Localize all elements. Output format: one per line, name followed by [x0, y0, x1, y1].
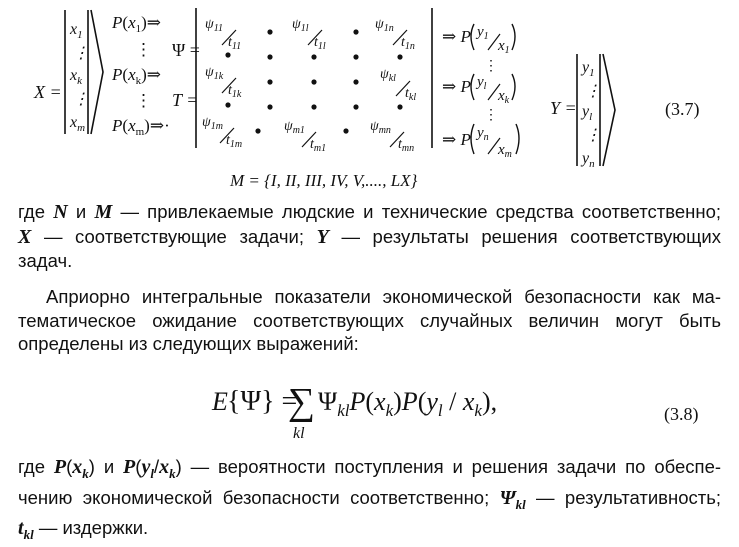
paragraph-1 — [18, 200, 721, 273]
svg-text:ψ1m: $\psi_{1m}$ — [202, 115, 223, 132]
equation-number-3-8: (3.8) — [664, 404, 699, 424]
matrix-bracket — [196, 8, 432, 148]
svg-text:⇒ P: ⇒ P — [442, 27, 471, 46]
svg-text:ψ1l: $\psi_{1l}$ — [292, 17, 309, 34]
paragraph-3-line-2: чению экономической безопасности соответственно; $\Psi_{kl}$ — результативность; — [18, 486, 721, 512]
svg-text:P(xk)⇒: $P(x_k)\Rightarrow$ — [112, 65, 162, 87]
svg-text:ψ1k: $\psi_{1k}$ — [205, 65, 224, 82]
result-probabilities — [442, 24, 519, 160]
paragraph-1-line-1: где N и M — привлекаемые людские и технические средства соответственно; — [18, 201, 721, 223]
y-vector-label: Y = — [550, 98, 577, 118]
svg-text:ψmn: $\psi_{mn}$ — [370, 119, 391, 136]
svg-text:t11: $t_{11}$ — [228, 35, 242, 52]
svg-text:xm: $x_m$ — [498, 142, 512, 160]
paragraph-2 — [18, 285, 721, 356]
paragraph-3-line-3: $t_{kl}$ — издержки. — [18, 517, 149, 542]
svg-text:⋮: ⋮ — [135, 40, 152, 59]
probability-column — [111, 13, 170, 138]
svg-text:t1n: $t_{1n}$ — [401, 35, 415, 52]
svg-text:yl: $y_l$ — [582, 103, 593, 123]
paragraph-2-line-1: Априорно интегральные показатели экономической безопасности как ма- — [46, 286, 721, 307]
svg-text:t1k: $t_{1k}$ — [228, 83, 242, 100]
svg-text:ψkl: $\psi_{kl}$ — [380, 67, 396, 84]
svg-text:x1: $x_1$ — [498, 38, 510, 56]
paragraph-2-line-2: тематическое ожидание соответствующих случайных величин могут быть — [18, 309, 721, 331]
matrix-entries — [202, 17, 416, 154]
svg-text:ψ11: $\psi_{11}$ — [205, 17, 223, 34]
svg-text:P(x1)⇒: $P(x_1)\Rightarrow$ — [112, 13, 162, 35]
svg-text:⋮: ⋮ — [585, 127, 601, 144]
svg-text:P(xm)⇒·: $P(x_m)\Rightarrow\cdot$ — [112, 116, 170, 138]
svg-text:⋮: ⋮ — [135, 91, 152, 110]
y-vector-items — [580, 59, 601, 170]
svg-text:t1m: $t_{1m}$ — [226, 133, 243, 150]
summation-index: kl — [293, 425, 305, 442]
x-vector-label: X = — [34, 82, 62, 102]
x-vector-items — [69, 21, 89, 134]
psi-label: Ψ = — [172, 40, 200, 60]
svg-text:ψm1: $\psi_{m1}$ — [284, 119, 305, 136]
svg-text:x1: $x_1$ — [70, 21, 83, 41]
paragraph-1-line-2: X — соответствующие задачи; Y — результаты решения соответствующих — [18, 225, 721, 248]
svg-text:y1: $y_1$ — [582, 59, 595, 79]
paragraph-2-line-3: определены из следующих выражений: — [18, 333, 359, 354]
equation-number-3-7: (3.7) — [665, 99, 700, 119]
t-label: T = — [172, 90, 199, 110]
svg-text:xm: $x_m$ — [70, 114, 86, 134]
svg-text:yn: $y_n$ — [477, 125, 489, 143]
svg-text:xk: $x_k$ — [70, 67, 82, 87]
svg-text:⋮: ⋮ — [585, 83, 601, 100]
svg-text:tkl: $t_{kl}$ — [405, 86, 417, 103]
svg-text:xk: $x_k$ — [498, 88, 510, 106]
svg-text:ΨklP(xk)P(yl / xk),: $\Psi_{kl}P(x_k)P(y_l / x_k)$, — [318, 387, 498, 420]
svg-text:y1: $y_1$ — [477, 24, 489, 42]
formula-3-8 — [0, 370, 739, 450]
paragraph-3 — [18, 455, 721, 547]
paragraph-1-line-3: задач. — [18, 250, 73, 271]
svg-text:⇒ P: ⇒ P — [442, 77, 471, 96]
summation-sign: ∑ — [288, 381, 316, 423]
svg-text:⋮: ⋮ — [73, 45, 89, 62]
svg-text:⋮: ⋮ — [484, 59, 498, 74]
svg-text:⋮: ⋮ — [484, 108, 498, 123]
svg-text:⇒ P: ⇒ P — [442, 130, 471, 149]
svg-text:⋮: ⋮ — [73, 91, 89, 108]
svg-text:E: E — [212, 387, 228, 416]
svg-text:tmn: $t_{mn}$ — [398, 137, 415, 154]
m-set-definition: M = {I, II, III, IV, V,...., LX} — [230, 171, 418, 190]
paragraph-3-line-1: где $P(x_k)$ и $P(y_l/x_k)$ — вероятности поступления и решения задачи по обеспе- — [18, 456, 722, 481]
svg-text:yl: $y_l$ — [477, 74, 487, 92]
svg-text:tm1: $t_{m1}$ — [310, 137, 327, 154]
svg-text:ψ1n: $\psi_{1n}$ — [375, 17, 394, 34]
svg-text:{Ψ} =: {Ψ} = — [227, 386, 298, 417]
svg-text:t1l: $t_{1l}$ — [314, 35, 326, 52]
svg-text:yn: $y_n$ — [582, 150, 595, 170]
formula-3-7 — [0, 0, 739, 200]
